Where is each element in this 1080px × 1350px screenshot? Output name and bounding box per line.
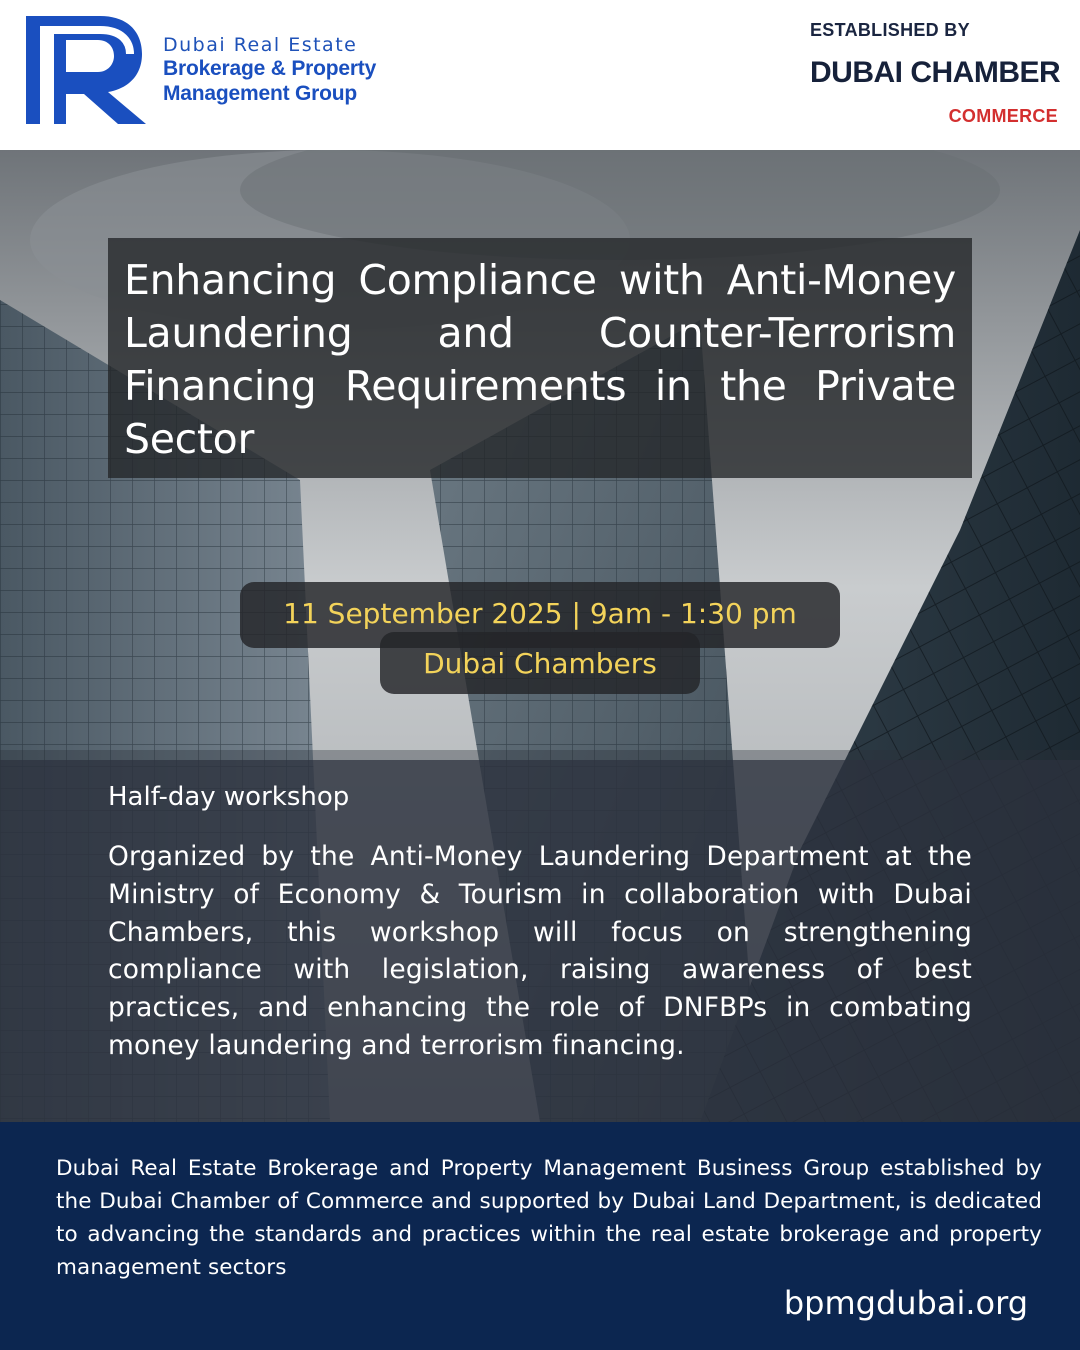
- event-venue: Dubai Chambers: [380, 632, 700, 694]
- event-format: Half-day workshop: [108, 782, 350, 812]
- org-name-line2: Brokerage & Property: [163, 57, 377, 80]
- org-name-line3: Management Group: [163, 82, 357, 105]
- dubai-chamber-logo: DUBAI CHAMBER: [810, 56, 1061, 89]
- footer-about-text: Dubai Real Estate Brokerage and Property Management Business Group established by the Dubai Chamber of Commerce and supported by Dubai Land Department, is dedicated to advancing the standards and practices within the real estate brokerage and property management sectors: [56, 1156, 1042, 1280]
- website-link[interactable]: bpmgdubai.org: [783, 1284, 1028, 1322]
- org-name-line1: Dubai Real Estate: [163, 34, 358, 56]
- event-title: Enhancing Compliance with Anti-Money Laundering and Counter-Terrorism Financing Requirements in the Private Sector: [124, 256, 956, 463]
- header: [0, 0, 1080, 150]
- org-name: [163, 34, 376, 106]
- event-date-time: 11 September 2025 | 9am - 1:30 pm: [240, 582, 840, 648]
- event-title-panel: [108, 238, 972, 478]
- commerce-label: COMMERCE: [948, 106, 1058, 126]
- bpmg-r-logo-icon: [26, 16, 148, 124]
- event-description: Organized by the Anti-Money Laundering Department at the Ministry of Economy & Tourism in collaboration with Dubai Chambers, this workshop will focus on strengthening compliance with legislation, raising awareness of best practices, and enhancing the role of DNFBPs in combating money laundering and terrorism financing.: [108, 841, 972, 1061]
- established-by-label: ESTABLISHED BY: [810, 20, 970, 40]
